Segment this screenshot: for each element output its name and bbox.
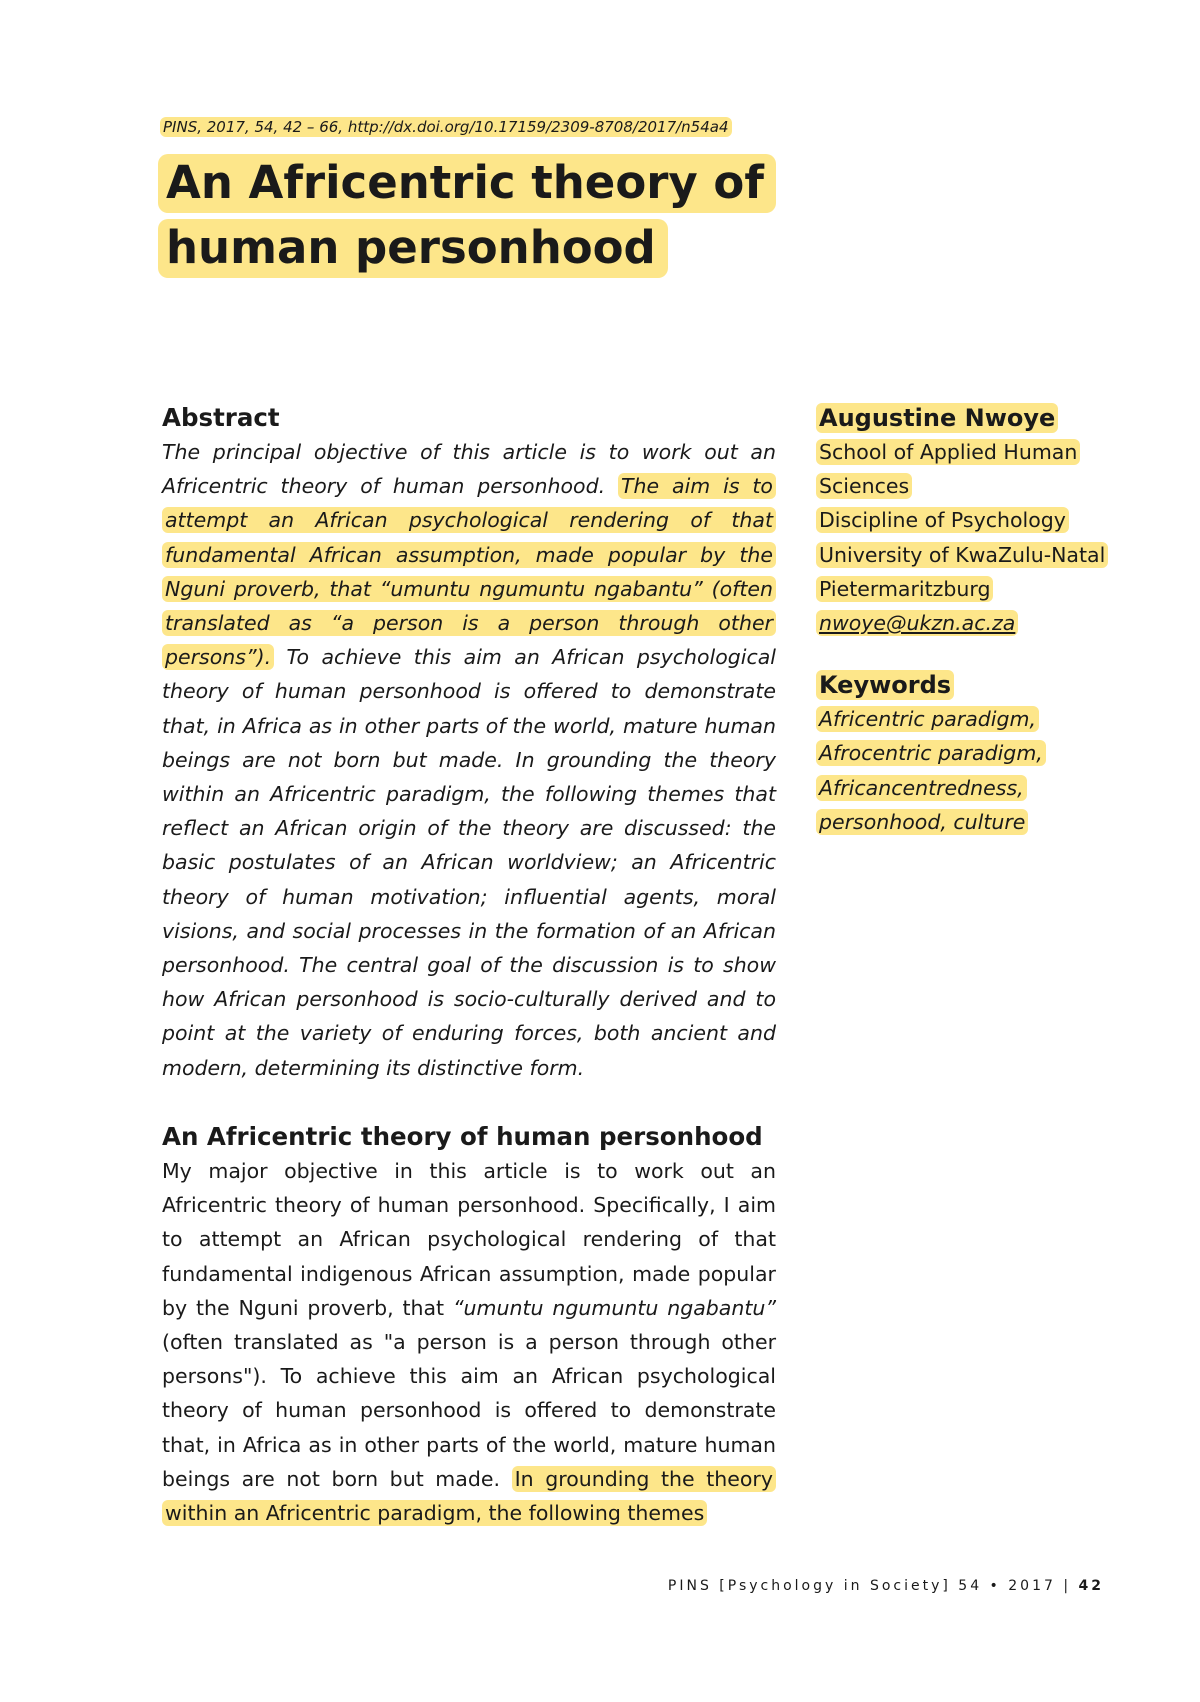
- affiliation-line: [816, 469, 1136, 503]
- affiliation-line: [816, 503, 1136, 537]
- keyword-text: Africancentredness,: [816, 775, 1027, 801]
- section-proverb: “umuntu ngumuntu ngabantu”: [452, 1295, 777, 1320]
- keywords-heading-row: [816, 668, 1136, 702]
- affiliation-line: [816, 435, 1136, 469]
- abstract-section: [162, 401, 776, 1085]
- abstract-text: [162, 435, 776, 1085]
- abstract-text-part-a: The principal objective of this article is to work out an Africentric theory of human personhood.: [162, 440, 776, 499]
- abstract-heading: Abstract: [162, 403, 280, 432]
- keyword-text: Africentric paradigm,: [816, 706, 1039, 732]
- article-title: [158, 150, 778, 280]
- section-text: [162, 1154, 776, 1530]
- section-heading: An Africentric theory of human personhood: [162, 1122, 763, 1151]
- affiliation-line: [816, 538, 1136, 572]
- keyword-item: [816, 702, 1136, 736]
- keyword-item: [816, 736, 1136, 770]
- page-number: 42: [1078, 1578, 1104, 1594]
- email-row: [816, 606, 1136, 640]
- abstract-text-part-c: To achieve this aim an African psychological theory of human personhood is offered to demonstrate that, in Africa as in other parts of the world, mature human beings are not born but made. In grounding the theory within an Africentric paradigm, the following themes that reflect an African origin of the theory are discussed: the basic postulates of an African worldview; an Africentric theory of human motivation; influential agents, moral visions, and social processes in the formation of an African personhood. The central goal of the discussion is to show how African personhood is socio-culturally derived and to point at the variety of enduring forces, both ancient and modern, determining its distinctive form.: [162, 645, 776, 1080]
- affiliation-line: [816, 572, 1136, 606]
- author-name-row: [816, 401, 1136, 435]
- affiliation-city: Pietermaritzburg: [816, 576, 993, 602]
- citation-line: [160, 118, 732, 136]
- keywords-heading: Keywords: [816, 670, 954, 700]
- affiliation-school-cont: Sciences: [816, 473, 912, 499]
- keyword-item: [816, 771, 1136, 805]
- affiliation-university: University of KwaZulu-Natal: [816, 542, 1108, 568]
- title-line-2: human personhood: [158, 219, 668, 278]
- keyword-item: [816, 805, 1136, 839]
- section-text-part-a: My major objective in this article is to work out an Africentric theory of human personhood. Specifically, I aim to attempt an African psychological rendering of that fundamental indigenous African assumption, made popular by the Nguni proverb, that: [162, 1159, 776, 1320]
- author-name: Augustine Nwoye: [816, 403, 1058, 433]
- abstract-highlight: The aim is to attempt an African psychological rendering of that fundamental African assumption, made popular by the Nguni proverb, that “umuntu ngumuntu ngabantu” (often translated as “a person is a person through other persons”).: [162, 473, 776, 670]
- page-footer: [668, 1578, 1104, 1594]
- keyword-text: Afrocentric paradigm,: [816, 740, 1046, 766]
- section-highlight: In grounding the theory within an Africentric paradigm, the following themes: [162, 1466, 776, 1526]
- keyword-text: personhood, culture: [816, 809, 1028, 835]
- title-line-1: An Africentric theory of: [158, 154, 776, 213]
- affiliation-discipline: Discipline of Psychology: [816, 507, 1069, 533]
- footer-journal: PINS [Psychology in Society] 54 • 2017 |: [667, 1578, 1072, 1594]
- citation-text: PINS, 2017, 54, 42 – 66, http://dx.doi.org/10.17159/2309-8708/2017/n54a4: [160, 117, 732, 137]
- author-email-link[interactable]: nwoye@ukzn.ac.za: [816, 610, 1018, 636]
- body-section: [162, 1120, 776, 1530]
- section-text-part-b: (often translated as "a person is a person through other persons"). To achieve this aim an African psychological theory of human personhood is offered to demonstrate that, in Africa as in other parts of the world, mature human beings are not born but made.: [162, 1330, 776, 1491]
- affiliation-school: School of Applied Human: [816, 439, 1080, 465]
- author-sidebar: [816, 401, 1136, 839]
